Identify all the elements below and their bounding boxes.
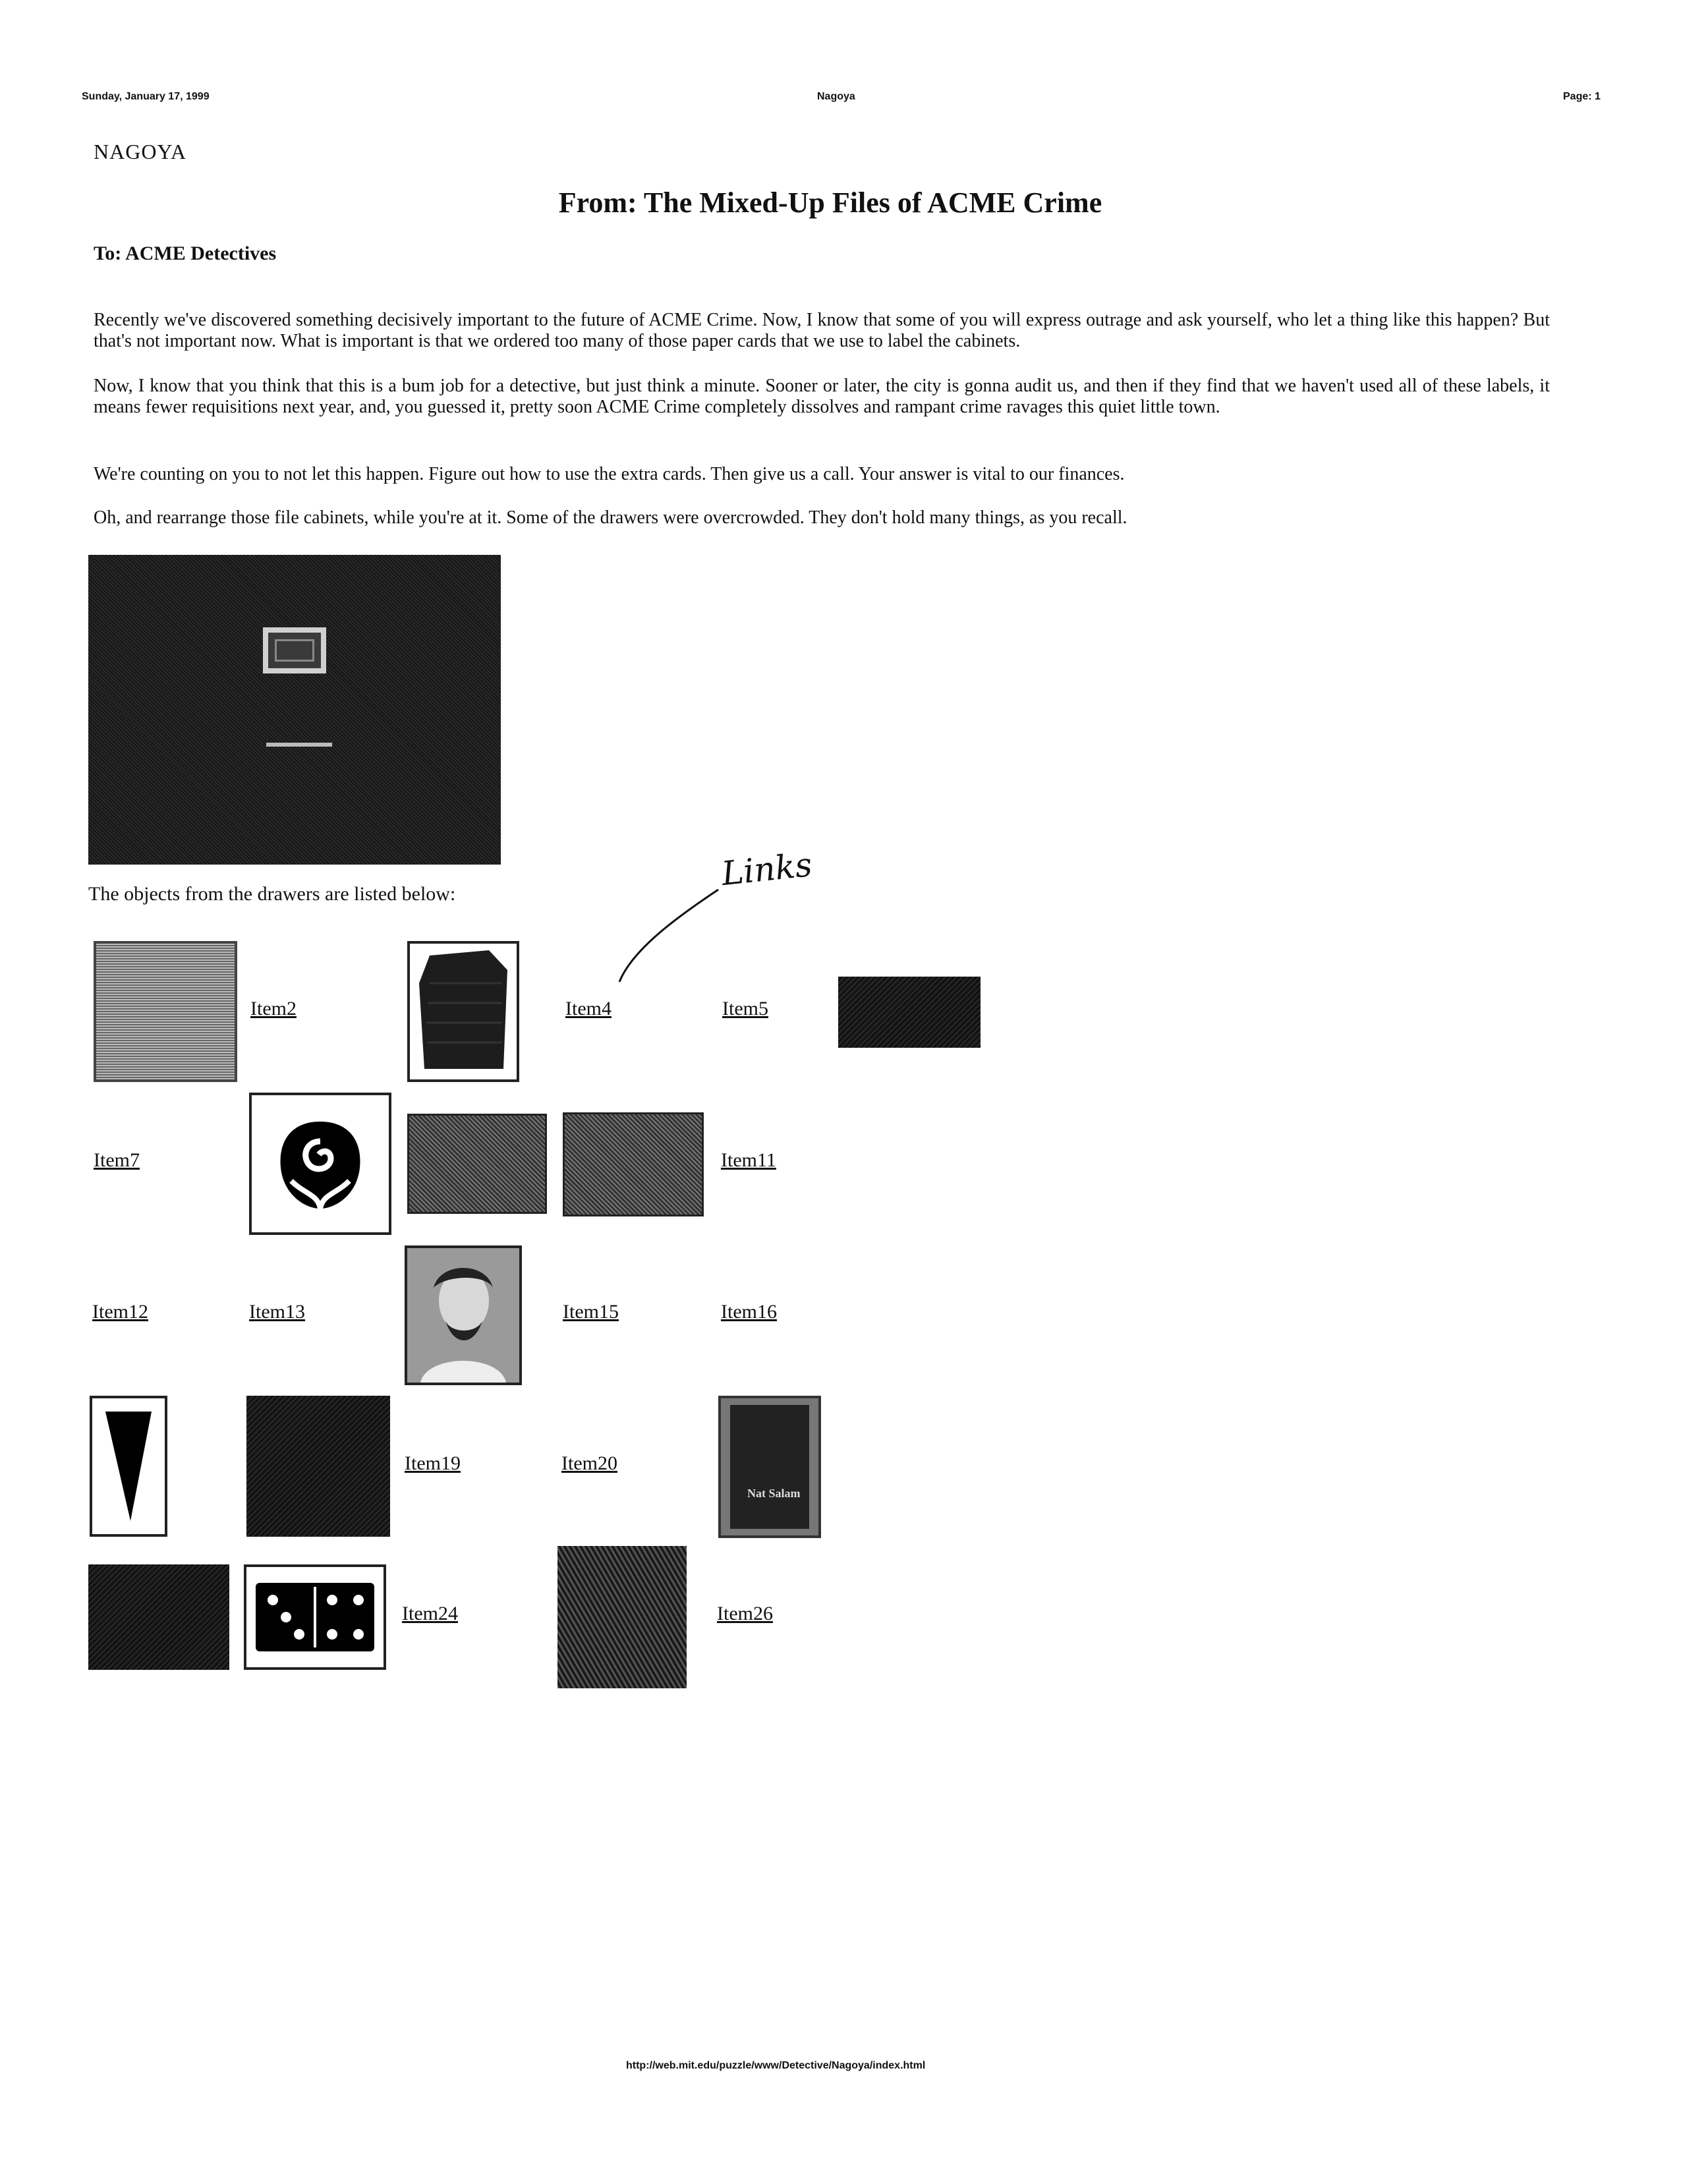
domino-icon: [246, 1567, 384, 1667]
page-title: From: The Mixed-Up Files of ACME Crime: [558, 186, 1102, 219]
item13-link[interactable]: Item13: [249, 1301, 305, 1323]
item26-link[interactable]: Item26: [717, 1603, 773, 1624]
item24-link[interactable]: Item24: [402, 1603, 458, 1624]
paragraph-3: We're counting on you to not let this happen. Figure out how to use the extra cards. Then give us a call. Your answer is vital to our finances.: [94, 464, 1125, 484]
item21-thumbnail-book[interactable]: [718, 1396, 821, 1538]
book-cover-text: Nat Salam: [747, 1487, 801, 1500]
footer-url: http://web.mit.edu/puzzle/www/Detective/Nagoya/index.html: [626, 2060, 926, 2071]
item9-thumbnail-photo[interactable]: [407, 1114, 547, 1214]
item5-link[interactable]: Item5: [722, 998, 768, 1019]
book-icon: [721, 1398, 818, 1535]
item8-thumbnail-rose[interactable]: [249, 1093, 391, 1235]
paragraph-4: Oh, and rearrange those file cabinets, while you're at it. Some of the drawers were overcrowded. They don't hold many things, as you recall.: [94, 507, 1127, 528]
paragraph-2: Now, I know that you think that this is a bum job for a detective, but just think a minute. Sooner or later, the city is gonna audit us, and then if they find that we haven't used all of these labels, it means fewer requisitions next year, and, you guessed it, pretty soon ACME Crime completely dissolves and rampant crime ravages this quiet little town.: [94, 376, 1550, 417]
item7-link[interactable]: Item7: [94, 1149, 140, 1171]
item1-thumbnail-map[interactable]: [94, 941, 237, 1082]
item18-thumbnail-dark[interactable]: [246, 1396, 390, 1537]
print-date: Sunday, January 17, 1999: [82, 91, 210, 102]
item25-thumbnail-photo[interactable]: [557, 1546, 687, 1688]
cabinet-handle: [266, 743, 332, 747]
item17-thumbnail-pennant[interactable]: [90, 1396, 167, 1537]
cabinet-label-holder: [263, 627, 326, 673]
objects-intro: The objects from the drawers are listed below:: [88, 883, 456, 905]
to-line: To: ACME Detectives: [94, 243, 277, 264]
paragraph-1: Recently we've discovered something decisively important to the future of ACME Crime. Now, I know that some of you will express outrage and ask yourself, who let a thing like this happen? But that's not important now. What is important is that we ordered too many of those paper cards that we use to label the cabinets.: [94, 310, 1550, 351]
rose-icon: [252, 1095, 389, 1232]
pennant-icon: [92, 1398, 165, 1534]
print-header-title: Nagoya: [817, 91, 855, 102]
portrait-icon: [407, 1248, 519, 1383]
item10-thumbnail-photo[interactable]: [563, 1112, 704, 1216]
item15-link[interactable]: Item15: [563, 1301, 619, 1323]
page-number: Page: 1: [1563, 91, 1601, 102]
item19-link[interactable]: Item19: [405, 1452, 461, 1474]
item23-thumbnail-domino[interactable]: [244, 1564, 386, 1670]
item16-link[interactable]: Item16: [721, 1301, 777, 1323]
item20-link[interactable]: Item20: [561, 1452, 617, 1474]
item12-link[interactable]: Item12: [92, 1301, 148, 1323]
item2-link[interactable]: Item2: [250, 998, 297, 1019]
rosetta-stone-icon: [410, 944, 517, 1079]
site-name: NAGOYA: [94, 140, 187, 163]
item11-link[interactable]: Item11: [721, 1149, 776, 1171]
item22-thumbnail-dark[interactable]: [88, 1564, 229, 1670]
item4-link[interactable]: Item4: [565, 998, 612, 1019]
item3-thumbnail-stone[interactable]: [407, 941, 519, 1082]
handwritten-annotation: Links: [720, 845, 814, 894]
file-cabinet-image: [88, 555, 501, 865]
annotation-pointer-line: [606, 883, 725, 988]
item14-thumbnail-portrait[interactable]: [405, 1245, 522, 1385]
item6-thumbnail-dark[interactable]: [838, 977, 981, 1048]
